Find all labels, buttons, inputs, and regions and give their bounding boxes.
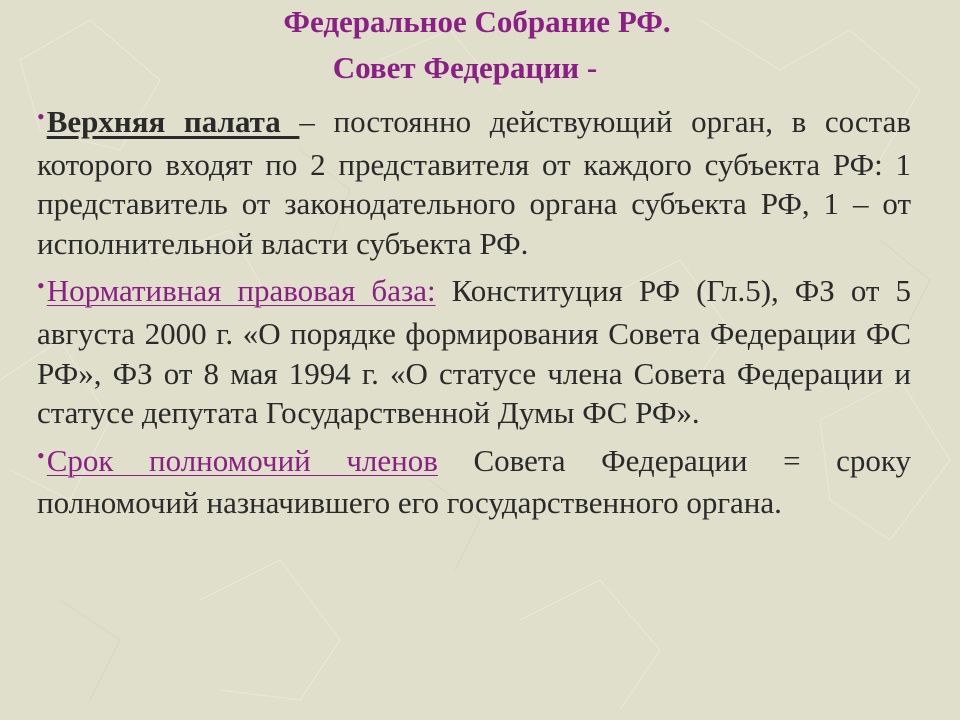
link-legal-basis[interactable]: Нормативная правовая база: <box>46 273 436 309</box>
term-upper-chamber: Верхняя палата <box>46 104 300 139</box>
slide-title-line2: Совет Федерации - <box>332 50 598 85</box>
bullet-icon: • <box>37 273 45 299</box>
bullet-icon: • <box>37 442 45 468</box>
paragraph-text: – постоянно действующий орган, в состав которого входят по 2 представителя от каждого субъекта РФ: 1 представитель от законодательного органа субъекта РФ, 1 – от исполнительной власти субъекта РФ. <box>37 104 911 261</box>
slide-body <box>37 102 911 531</box>
paragraph-text: Совета Федерации = сроку полномочий назначившего его государственного органа. <box>37 442 911 521</box>
link-term-of-office[interactable]: Срок полномочий членов <box>46 442 438 478</box>
bullet-icon: • <box>37 104 45 129</box>
paragraph-text: Конституция РФ (Гл.5), ФЗ от 5 августа 2000 г. «О порядке формирования Совета Федерации ФС РФ», ФЗ от 8 мая 1994 г. «О статусе члена Совета Федерации и статусе депутата Государственной Думы ФС РФ». <box>37 273 911 431</box>
paragraph-legal-basis <box>37 271 911 432</box>
paragraph-term-of-office <box>37 441 911 523</box>
slide-title-line1: Федеральное Собрание РФ. <box>283 4 671 39</box>
paragraph-upper-chamber <box>37 102 911 263</box>
